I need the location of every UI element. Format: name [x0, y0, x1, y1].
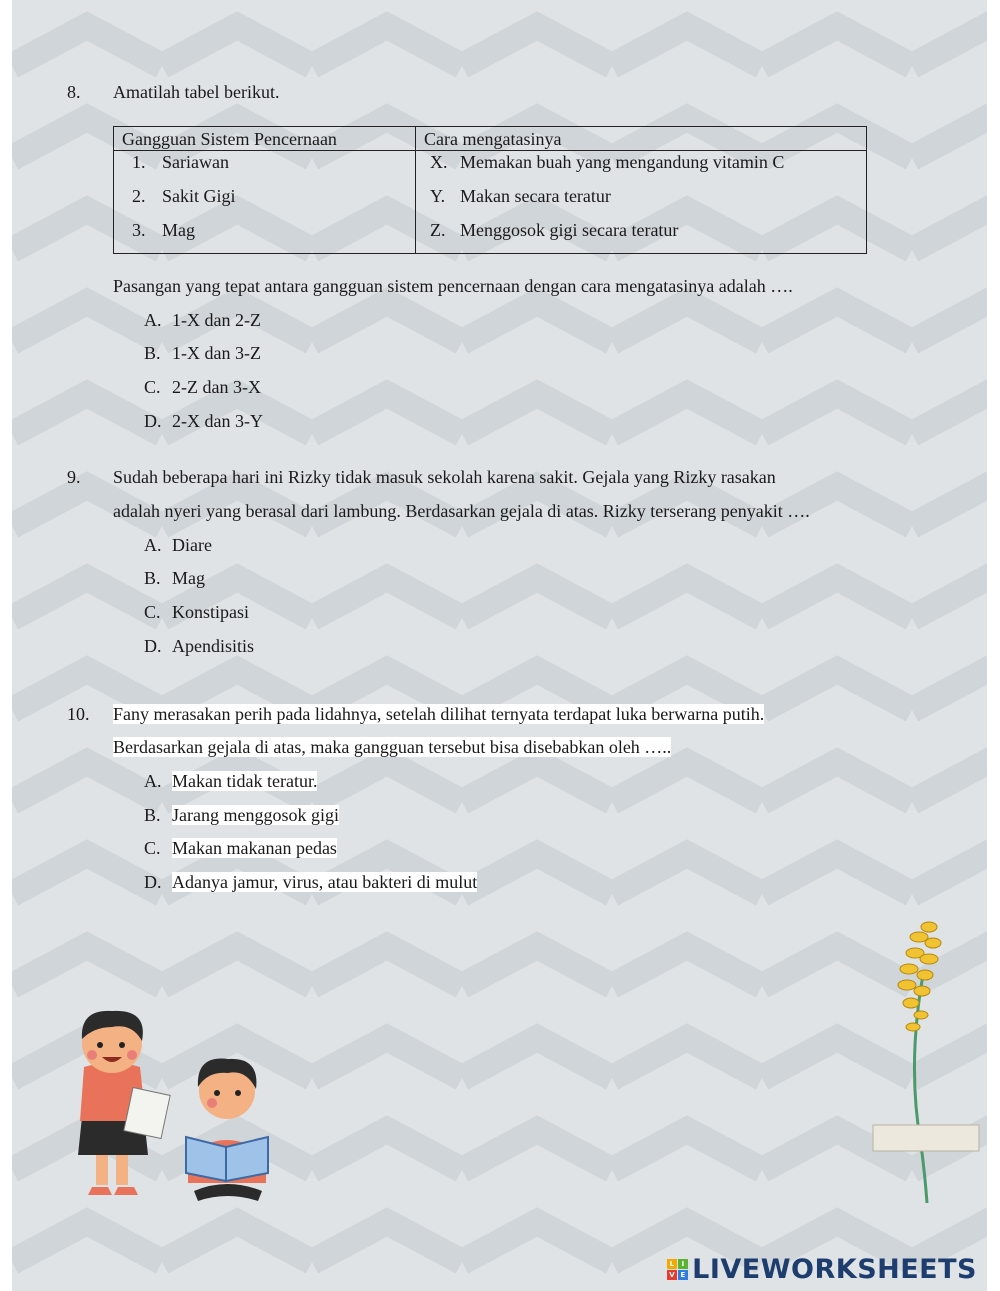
flower-illustration — [867, 915, 987, 1210]
table-col-disorders — [114, 151, 416, 254]
question-8-table — [113, 126, 867, 254]
question-8-stem: Amatilah tabel berikut. — [113, 82, 280, 102]
question-10-option-d[interactable]: D. Adanya jamur, virus, atau bakteri di mulut — [144, 872, 478, 892]
question-10-option-a[interactable]: A. Makan tidak teratur. — [144, 771, 318, 791]
table-row: 1. Sariawan — [132, 152, 229, 172]
question-8-option-d[interactable]: D. 2-X dan 3-Y — [144, 411, 263, 431]
question-10-number: 10. — [67, 704, 90, 724]
question-10-option-b[interactable]: B. Jarang menggosok gigi — [144, 805, 339, 825]
table-col-remedies — [416, 151, 867, 254]
question-9-option-a[interactable]: A. Diare — [144, 535, 212, 555]
logo-mark-icon — [667, 1259, 688, 1280]
question-10-line-2-wrap — [113, 736, 671, 758]
tape-strip — [873, 1125, 979, 1151]
question-10-line-2: Berdasarkan gejala di atas, maka gangguan tersebut bisa disebabkan oleh ….. — [113, 737, 672, 757]
question-8-option-b[interactable]: B. 1-X dan 3-Z — [144, 343, 261, 363]
logo-mark-tile: I — [678, 1259, 688, 1269]
question-10-option-c[interactable]: C. Makan makanan pedas — [144, 838, 337, 858]
question-9-line-1: Sudah beberapa hari ini Rizky tidak masuk sekolah karena sakit. Gejala yang Rizky rasakan — [113, 467, 776, 487]
worksheet-page — [12, 0, 987, 1291]
question-9-option-b[interactable]: B. Mag — [144, 568, 205, 588]
table-row: Y. Makan secara teratur — [430, 186, 611, 206]
logo-mark-tile: L — [667, 1259, 677, 1269]
table-header-disorder: Gangguan Sistem Pencernaan — [114, 127, 416, 151]
question-9-line-2: adalah nyeri yang berasal dari lambung. Berdasarkan gejala di atas. Rizky terserang penyakit …. — [113, 501, 810, 521]
question-9-number: 9. — [67, 467, 81, 487]
table-row: X. Memakan buah yang mengandung vitamin C — [430, 152, 785, 172]
table-row: Z. Menggosok gigi secara teratur — [430, 220, 679, 240]
liveworksheets-logo — [667, 1254, 977, 1285]
question-8-option-c[interactable]: C. 2-Z dan 3-X — [144, 377, 261, 397]
standing-kid-figure — [78, 1011, 170, 1195]
table-row: 3. Mag — [132, 220, 195, 240]
question-10-line-1: Fany merasakan perih pada lidahnya, setelah dilihat ternyata terdapat luka berwarna putih. — [113, 704, 765, 724]
table-header-remedy: Cara mengatasinya — [416, 127, 867, 151]
question-8-option-a[interactable]: A. 1-X dan 2-Z — [144, 310, 261, 330]
question-8-prompt: Pasangan yang tepat antara gangguan sistem pencernaan dengan cara mengatasinya adalah …. — [113, 276, 793, 296]
question-9-option-d[interactable]: D. Apendisitis — [144, 636, 255, 656]
question-10-line-1-wrap — [113, 703, 764, 725]
kids-illustration — [62, 1005, 272, 1210]
table-row: 2. Sakit Gigi — [132, 186, 236, 206]
question-8-number: 8. — [67, 82, 81, 102]
reading-kid-figure — [186, 1059, 268, 1201]
logo-text: LIVEWORKSHEETS — [692, 1254, 977, 1285]
question-9-option-c[interactable]: C. Konstipasi — [144, 602, 250, 622]
logo-mark-tile: V — [667, 1270, 677, 1280]
logo-mark-tile: E — [678, 1270, 688, 1280]
